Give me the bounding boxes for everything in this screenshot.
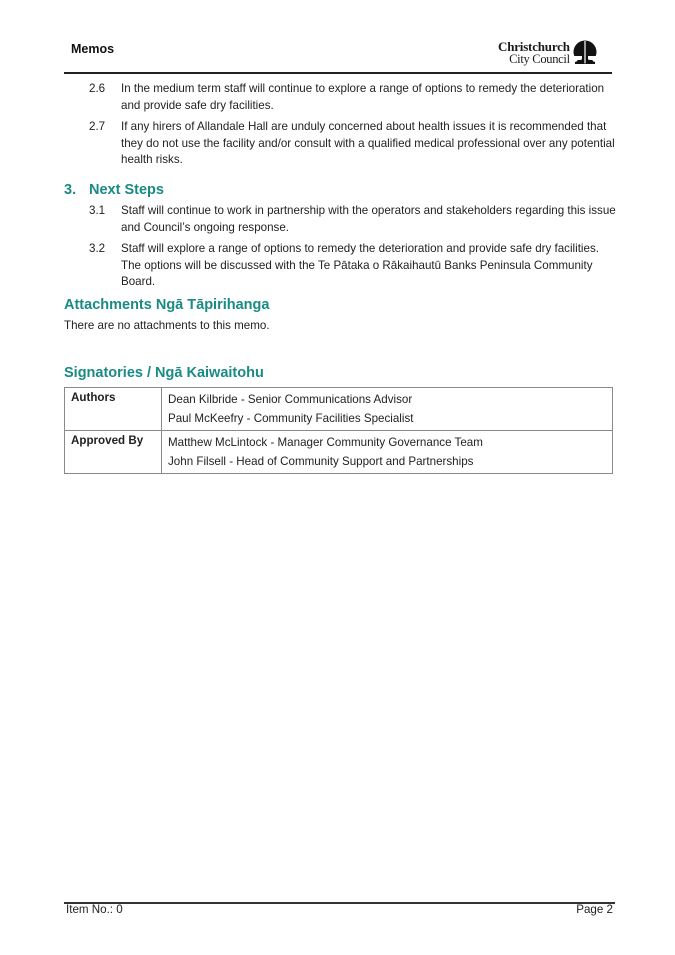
header-title: Memos (71, 42, 115, 56)
attachments-text: There are no attachments to this memo. (64, 319, 270, 332)
signatory-name: Paul McKeefry - Community Facilities Specialist (168, 411, 414, 425)
signatory-role: Authors (65, 388, 162, 431)
paragraph-number: 2.6 (89, 82, 106, 95)
paragraph-number: 2.7 (89, 120, 106, 133)
footer-item-number: Item No.: 0 (66, 903, 123, 916)
paragraph-text: Staff will explore a range of options to remedy the deterioration and provide safe dry facilities. The options will be discussed with the Te Pātaka o Rākaihautū Banks Peninsula Community Board. (121, 242, 599, 288)
section-number: 3. (64, 182, 77, 198)
signatory-names (162, 388, 613, 431)
signatories-table (64, 387, 613, 474)
footer-divider (64, 902, 615, 904)
attachments-heading: Attachments Ngā Tāpirihanga (64, 297, 270, 313)
footer-page-number: Page 2 (576, 903, 613, 916)
table-row (65, 388, 613, 431)
paragraph-2-7 (89, 119, 619, 169)
signatory-names (162, 431, 613, 474)
paragraph-number: 3.2 (89, 242, 106, 255)
signatory-name: Dean Kilbride - Senior Communications Advisor (168, 393, 413, 406)
signatory-role: Approved By (65, 431, 162, 474)
paragraph-text: In the medium term staff will continue to explore a range of options to remedy the deterioration and provide safe dry facilities. (121, 82, 605, 112)
council-logo (498, 40, 597, 66)
paragraph-3-1 (89, 203, 619, 236)
paragraph-number: 3.1 (89, 204, 106, 217)
paragraph-2-6 (89, 81, 619, 114)
section-title: Next Steps (89, 182, 164, 198)
signatory-name: Matthew McLintock - Manager Community Governance Team (168, 436, 483, 449)
section-heading-next-steps (64, 182, 164, 198)
paragraph-text: If any hirers of Allandale Hall are unduly concerned about health issues it is recommended that they do not use the facility and/or consult with a qualified medical professional over any potential health risks. (121, 120, 615, 166)
logo-line1: Christchurch (498, 39, 570, 54)
cathedral-spire-icon (573, 40, 597, 66)
signatory-name: John Filsell - Head of Community Support and Partnerships (168, 454, 474, 468)
signatories-heading: Signatories / Ngā Kaiwaitohu (64, 365, 264, 381)
logo-text (498, 41, 570, 65)
table-row (65, 431, 613, 474)
paragraph-text: Staff will continue to work in partnership with the operators and stakeholders regarding this issue and Council’s ongoing response. (121, 204, 616, 234)
logo-line2: City Council (509, 52, 570, 66)
header-divider (64, 72, 612, 74)
paragraph-3-2 (89, 241, 619, 291)
